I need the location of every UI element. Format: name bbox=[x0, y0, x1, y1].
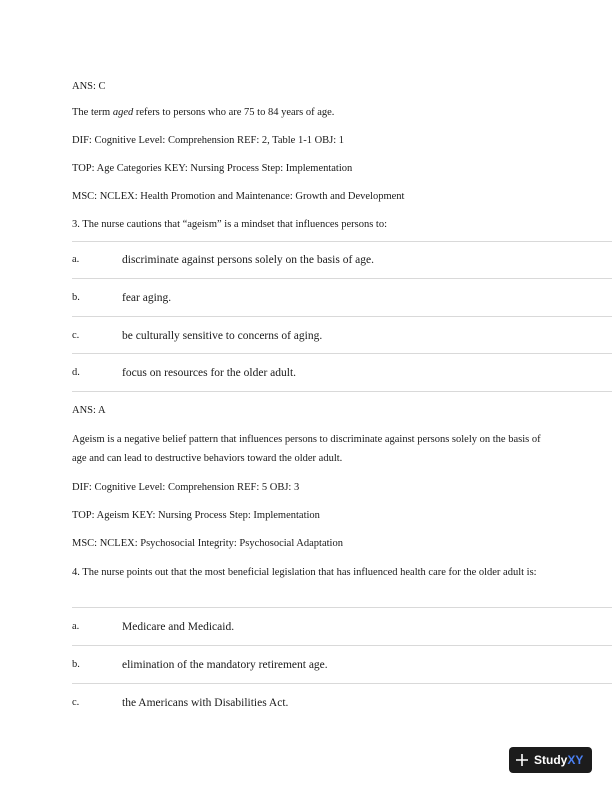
logo-text-xy: XY bbox=[567, 753, 584, 767]
option-letter: c. bbox=[72, 697, 80, 708]
answer-option bbox=[72, 645, 612, 684]
option-text: elimination of the mandatory retirement age. bbox=[122, 659, 328, 671]
option-letter: a. bbox=[72, 621, 80, 632]
option-text: the Americans with Disabilities Act. bbox=[122, 697, 289, 709]
question-text: 3. The nurse cautions that “ageism” is a mindset that influences persons to: bbox=[72, 219, 388, 230]
option-letter: b. bbox=[72, 292, 80, 303]
topic-line: TOP: Age Categories KEY: Nursing Process Step: Implementation bbox=[72, 163, 353, 174]
answer-option bbox=[72, 353, 612, 392]
option-letter: d. bbox=[72, 367, 80, 378]
plus-icon bbox=[515, 753, 529, 767]
msc-line: MSC: NCLEX: Psychosocial Integrity: Psychosocial Adaptation bbox=[72, 538, 343, 549]
answer-option bbox=[72, 241, 612, 279]
option-text: fear aging. bbox=[122, 292, 172, 304]
answer-option bbox=[72, 607, 612, 646]
option-text: focus on resources for the older adult. bbox=[122, 367, 297, 379]
question-text: 4. The nurse points out that the most beneficial legislation that has influenced health care for the older adult is: bbox=[72, 567, 537, 578]
rationale-text: The term aged refers to persons who are 75 to 84 years of age. bbox=[72, 107, 335, 118]
logo-text-study: Study bbox=[534, 753, 568, 767]
dif-line: DIF: Cognitive Level: Comprehension REF: 5 OBJ: 3 bbox=[72, 482, 300, 493]
answer-option bbox=[72, 316, 612, 354]
option-letter: c. bbox=[72, 330, 80, 341]
option-letter: a. bbox=[72, 254, 80, 265]
rationale-text: Ageism is a negative belief pattern that influences persons to discriminate against persons solely on the basis of age and can lead to destructive behaviors toward the older adult. bbox=[72, 434, 541, 464]
option-text: be culturally sensitive to concerns of aging. bbox=[122, 330, 323, 342]
option-text: Medicare and Medicaid. bbox=[122, 621, 235, 633]
answer-label: ANS: A bbox=[72, 405, 106, 416]
msc-line: MSC: NCLEX: Health Promotion and Maintenance: Growth and Development bbox=[72, 191, 405, 202]
dif-line: DIF: Cognitive Level: Comprehension REF: 2, Table 1-1 OBJ: 1 bbox=[72, 135, 345, 146]
option-text: discriminate against persons solely on the basis of age. bbox=[122, 254, 374, 266]
answer-label: ANS: C bbox=[72, 81, 106, 92]
answer-option bbox=[72, 683, 612, 722]
studyxy-logo[interactable] bbox=[509, 747, 592, 773]
option-letter: b. bbox=[72, 659, 80, 670]
answer-option bbox=[72, 278, 612, 317]
topic-line: TOP: Ageism KEY: Nursing Process Step: Implementation bbox=[72, 510, 320, 521]
